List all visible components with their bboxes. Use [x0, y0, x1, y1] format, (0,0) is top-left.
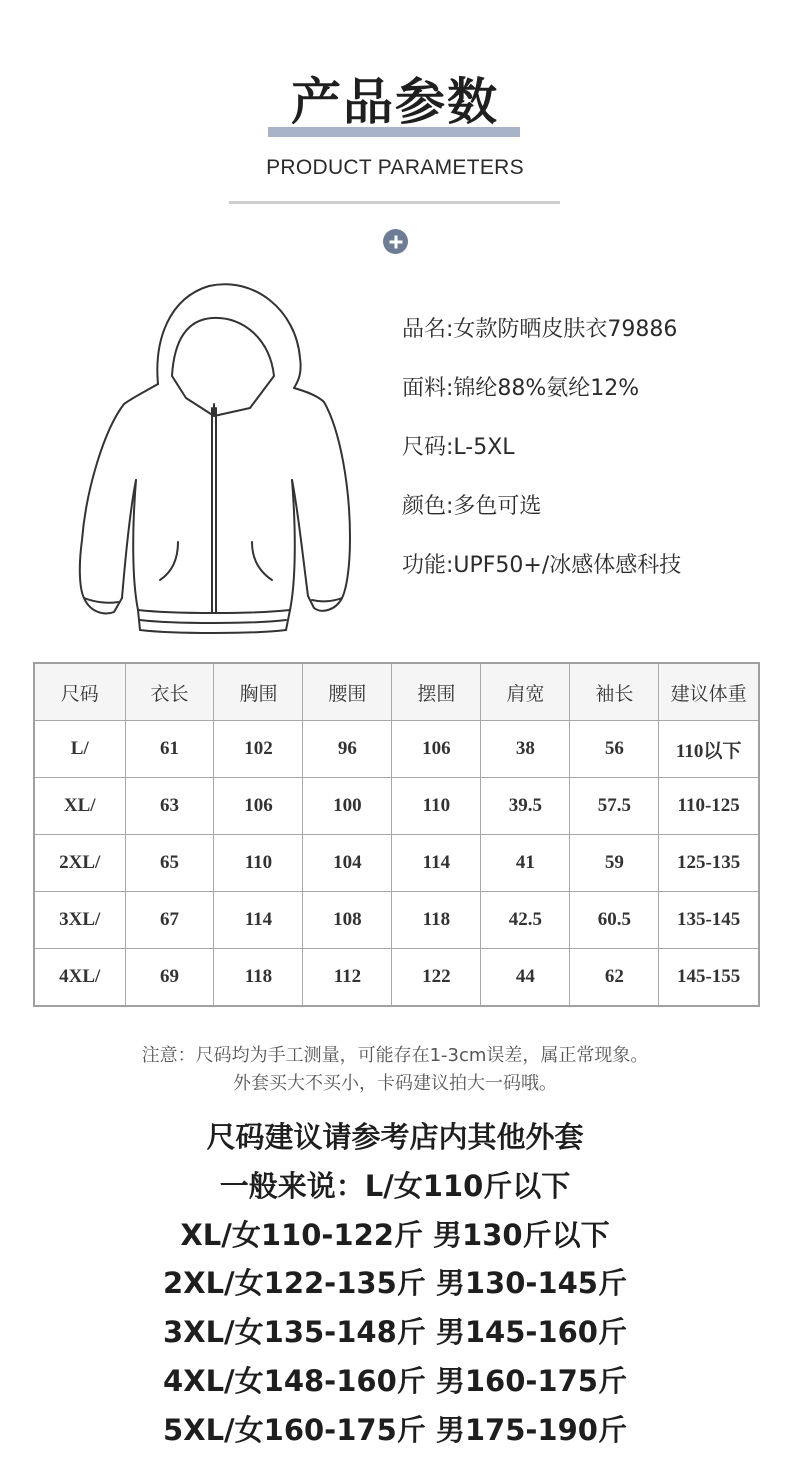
- table-cell: 59: [570, 835, 659, 892]
- table-row: [34, 949, 759, 1007]
- table-cell: 104: [303, 835, 392, 892]
- table-cell: 114: [214, 892, 303, 949]
- table-cell: 110: [392, 778, 481, 835]
- info-name: 品名:女款防晒皮肤衣79886: [402, 317, 678, 342]
- table-cell: 145-155: [659, 949, 759, 1007]
- table-cell: 60.5: [570, 892, 659, 949]
- table-cell: 110: [214, 835, 303, 892]
- table-cell: 2XL/: [34, 835, 125, 892]
- table-cell: 38: [481, 721, 570, 778]
- table-header-cell: 尺码: [34, 663, 125, 721]
- table-cell: 3XL/: [34, 892, 125, 949]
- table-row: [34, 892, 759, 949]
- table-header-cell: 衣长: [125, 663, 214, 721]
- info-size: 尺码:L-5XL: [402, 435, 515, 460]
- table-header-cell: 摆围: [392, 663, 481, 721]
- table-cell: 114: [392, 835, 481, 892]
- table-cell: 108: [303, 892, 392, 949]
- table-cell: 67: [125, 892, 214, 949]
- page-subtitle: PRODUCT PARAMETERS: [266, 156, 524, 179]
- guide-line: 尺码建议请参考店内其他外套: [206, 1120, 584, 1154]
- guide-line: 3XL/女135-148斤 男145-160斤: [163, 1315, 627, 1350]
- table-cell: 96: [303, 721, 392, 778]
- size-table: [33, 662, 760, 1007]
- info-fabric: 面料:锦纶88%氨纶12%: [402, 376, 640, 401]
- table-cell: XL/: [34, 778, 125, 835]
- table-header-cell: 胸围: [214, 663, 303, 721]
- table-cell: 118: [392, 892, 481, 949]
- size-note: [0, 1042, 790, 1098]
- table-cell: 62: [570, 949, 659, 1007]
- title-wrap: [0, 70, 790, 134]
- hoodie-sketch-icon: [74, 280, 356, 636]
- table-cell: 102: [214, 721, 303, 778]
- product-info: [402, 312, 681, 607]
- table-cell: 61: [125, 721, 214, 778]
- table-cell: 110以下: [659, 721, 759, 778]
- table-cell: 65: [125, 835, 214, 892]
- info-function: 功能:UPF50+/冰感体感科技: [402, 553, 682, 578]
- guide-line: 5XL/女160-175斤 男175-190斤: [163, 1412, 627, 1447]
- table-cell: 100: [303, 778, 392, 835]
- table-cell: 69: [125, 949, 214, 1007]
- guide-line: XL/女110-122斤 男130斤以下: [180, 1217, 610, 1252]
- table-header-cell: 腰围: [303, 663, 392, 721]
- guide-line: 一般来说：L/女110斤以下: [219, 1168, 571, 1203]
- table-cell: 118: [214, 949, 303, 1007]
- table-cell: 110-125: [659, 778, 759, 835]
- size-guide: [0, 1113, 790, 1455]
- table-cell: 39.5: [481, 778, 570, 835]
- guide-line: 2XL/女122-135斤 男130-145斤: [163, 1266, 627, 1301]
- table-cell: L/: [34, 721, 125, 778]
- table-row: [34, 721, 759, 778]
- table-cell: 106: [214, 778, 303, 835]
- table-cell: 63: [125, 778, 214, 835]
- subtitle-divider: [229, 201, 560, 204]
- note-line-2: 外套买大不买小，卡码建议拍大一码哦。: [233, 1073, 557, 1094]
- guide-line: 4XL/女148-160斤 男160-175斤: [163, 1363, 627, 1398]
- note-line-1: 注意：尺码均为手工测量，可能存在1-3cm误差，属正常现象。: [141, 1045, 649, 1066]
- table-header-row: [34, 663, 759, 721]
- table-cell: 122: [392, 949, 481, 1007]
- table-cell: 42.5: [481, 892, 570, 949]
- table-header-cell: 袖长: [570, 663, 659, 721]
- table-cell: 44: [481, 949, 570, 1007]
- table-cell: 135-145: [659, 892, 759, 949]
- table-row: [34, 835, 759, 892]
- info-color: 颜色:多色可选: [402, 494, 542, 519]
- page-title: 产品参数: [291, 73, 499, 131]
- table-cell: 56: [570, 721, 659, 778]
- table-row: [34, 778, 759, 835]
- table-cell: 4XL/: [34, 949, 125, 1007]
- plus-circle-icon: [383, 229, 408, 254]
- table-cell: 57.5: [570, 778, 659, 835]
- table-header-cell: 建议体重: [659, 663, 759, 721]
- table-cell: 106: [392, 721, 481, 778]
- table-cell: 112: [303, 949, 392, 1007]
- table-cell: 125-135: [659, 835, 759, 892]
- table-header-cell: 肩宽: [481, 663, 570, 721]
- table-cell: 41: [481, 835, 570, 892]
